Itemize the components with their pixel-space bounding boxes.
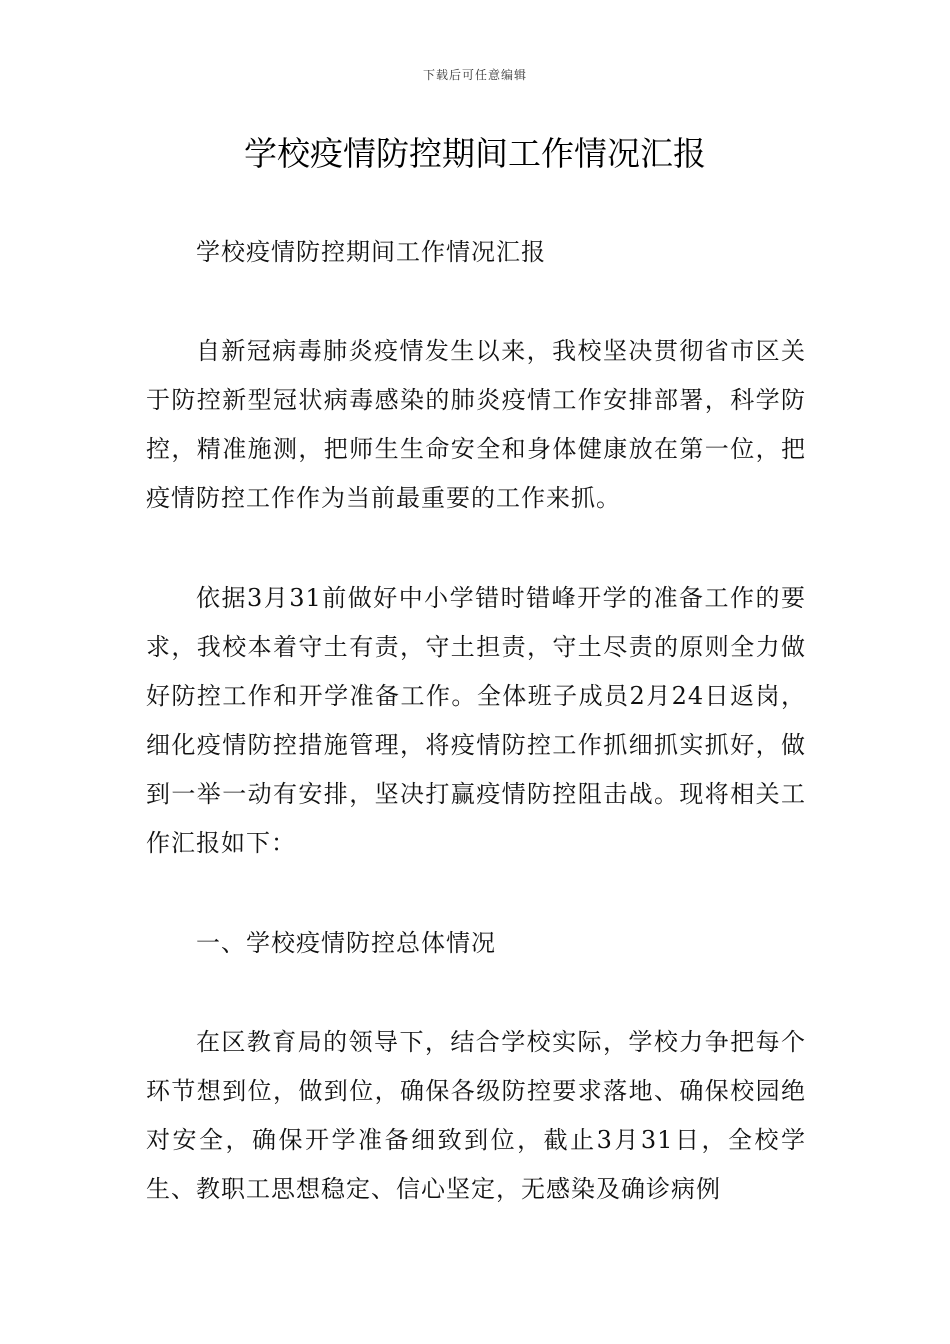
header-note: 下载后可任意编辑 [422, 68, 527, 82]
paragraph-intro: 自新冠病毒肺炎疫情发生以来，我校坚决贯彻省市区关于防控新型冠状病毒感染的肺炎疫情工作安排部署，科学防控，精准施测，把师生生命安全和身体健康放在第一位，把疫情防控工作作为当前最重要的工作来抓。 [146, 337, 806, 512]
document-subtitle: 学校疫情防控期间工作情况汇报 [196, 238, 546, 266]
paragraph-requirements: 依据3月31前做好中小学错时错峰开学的准备工作的要求，我校本着守土有责，守土担责，守土尽责的原则全力做好防控工作和开学准备工作。全体班子成员2月24日返岗，细化疫情防控措施管理，将疫情防控工作抓细抓实抓好，做到一举一动有安排，坚决打赢疫情防控阻击战。现将相关工作汇报如下： [146, 584, 806, 857]
document-title: 学校疫情防控期间工作情况汇报 [244, 134, 706, 173]
section-heading-overall: 一、学校疫情防控总体情况 [196, 929, 496, 957]
document-body [146, 228, 806, 1265]
paragraph-overall-status: 在区教育局的领导下，结合学校实际，学校力争把每个环节想到位，做到位，确保各级防控要求落地、确保校园绝对安全，确保开学准备细致到位，截止3月31日，全校学生、教职工思想稳定、信心坚定，无感染及确诊病例 [146, 1028, 806, 1203]
